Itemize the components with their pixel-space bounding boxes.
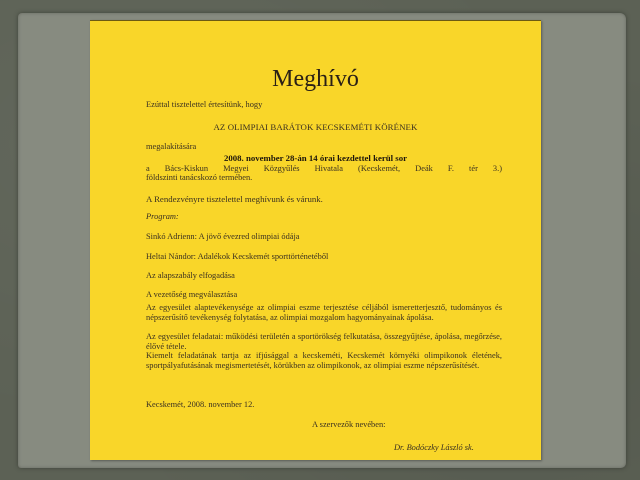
- invitation-text: A Rendezvényre tisztelettel meghívunk és várunk.: [146, 194, 323, 204]
- paragraph-activities: Az egyesület alaptevékenysége az olimpiai eszme terjesztése céljából ismeretterjesztő, tudományos és népszerűsítő tevékenység folytatása, az olimpiai mozgalom hagyományainak ápolása.: [146, 303, 502, 322]
- program-item: Sinkó Adrienn: A jövő évezred olimpiai ódája: [146, 232, 300, 241]
- invitation-document: [90, 20, 541, 460]
- place-and-date: Kecskemét, 2008. november 12.: [146, 400, 255, 409]
- signature: Dr. Bodóczky László sk.: [394, 443, 474, 452]
- paragraph-tasks: Az egyesület feladatai: működési területén a sportörökség felkutatása, összegyűjtése, ápolása, megőrzése, élővé tétele.: [146, 332, 502, 351]
- paragraph-priorities: Kiemelt feladatának tartja az ifjúsággal a kecskeméti, Kecskemét környéki olimpikonok életének, sportpályafutásának megismertetését, körükben az olimpikonok, az olimpiai eszme népszerűsítését.: [146, 351, 502, 370]
- club-name: AZ OLIMPIAI BARÁTOK KECSKEMÉTI KÖRÉNEK: [213, 122, 418, 132]
- founding-text: megalakítására: [146, 142, 197, 151]
- document-title: Meghívó: [272, 66, 359, 92]
- venue-line-1: a Bács-Kiskun Megyei Közgyűlés Hivatala (Kecskemét, Deák F. tér 3.): [146, 164, 502, 173]
- event-date: 2008. november 28-án 14 órai kezdettel kerül sor: [223, 153, 408, 163]
- on-behalf-text: A szervezők nevében:: [312, 420, 386, 429]
- venue-line-2: földszinti tanácskozó termében.: [146, 173, 253, 182]
- program-item: Heltai Nándor: Adalékok Kecskemét sporttörténetéből: [146, 252, 329, 261]
- program-item: Az alapszabály elfogadása: [146, 271, 235, 280]
- program-item: A vezetőség megválasztása: [146, 290, 238, 299]
- intro-text: Ezúttal tisztelettel értesítünk, hogy: [146, 100, 263, 109]
- program-label: Program:: [146, 212, 179, 221]
